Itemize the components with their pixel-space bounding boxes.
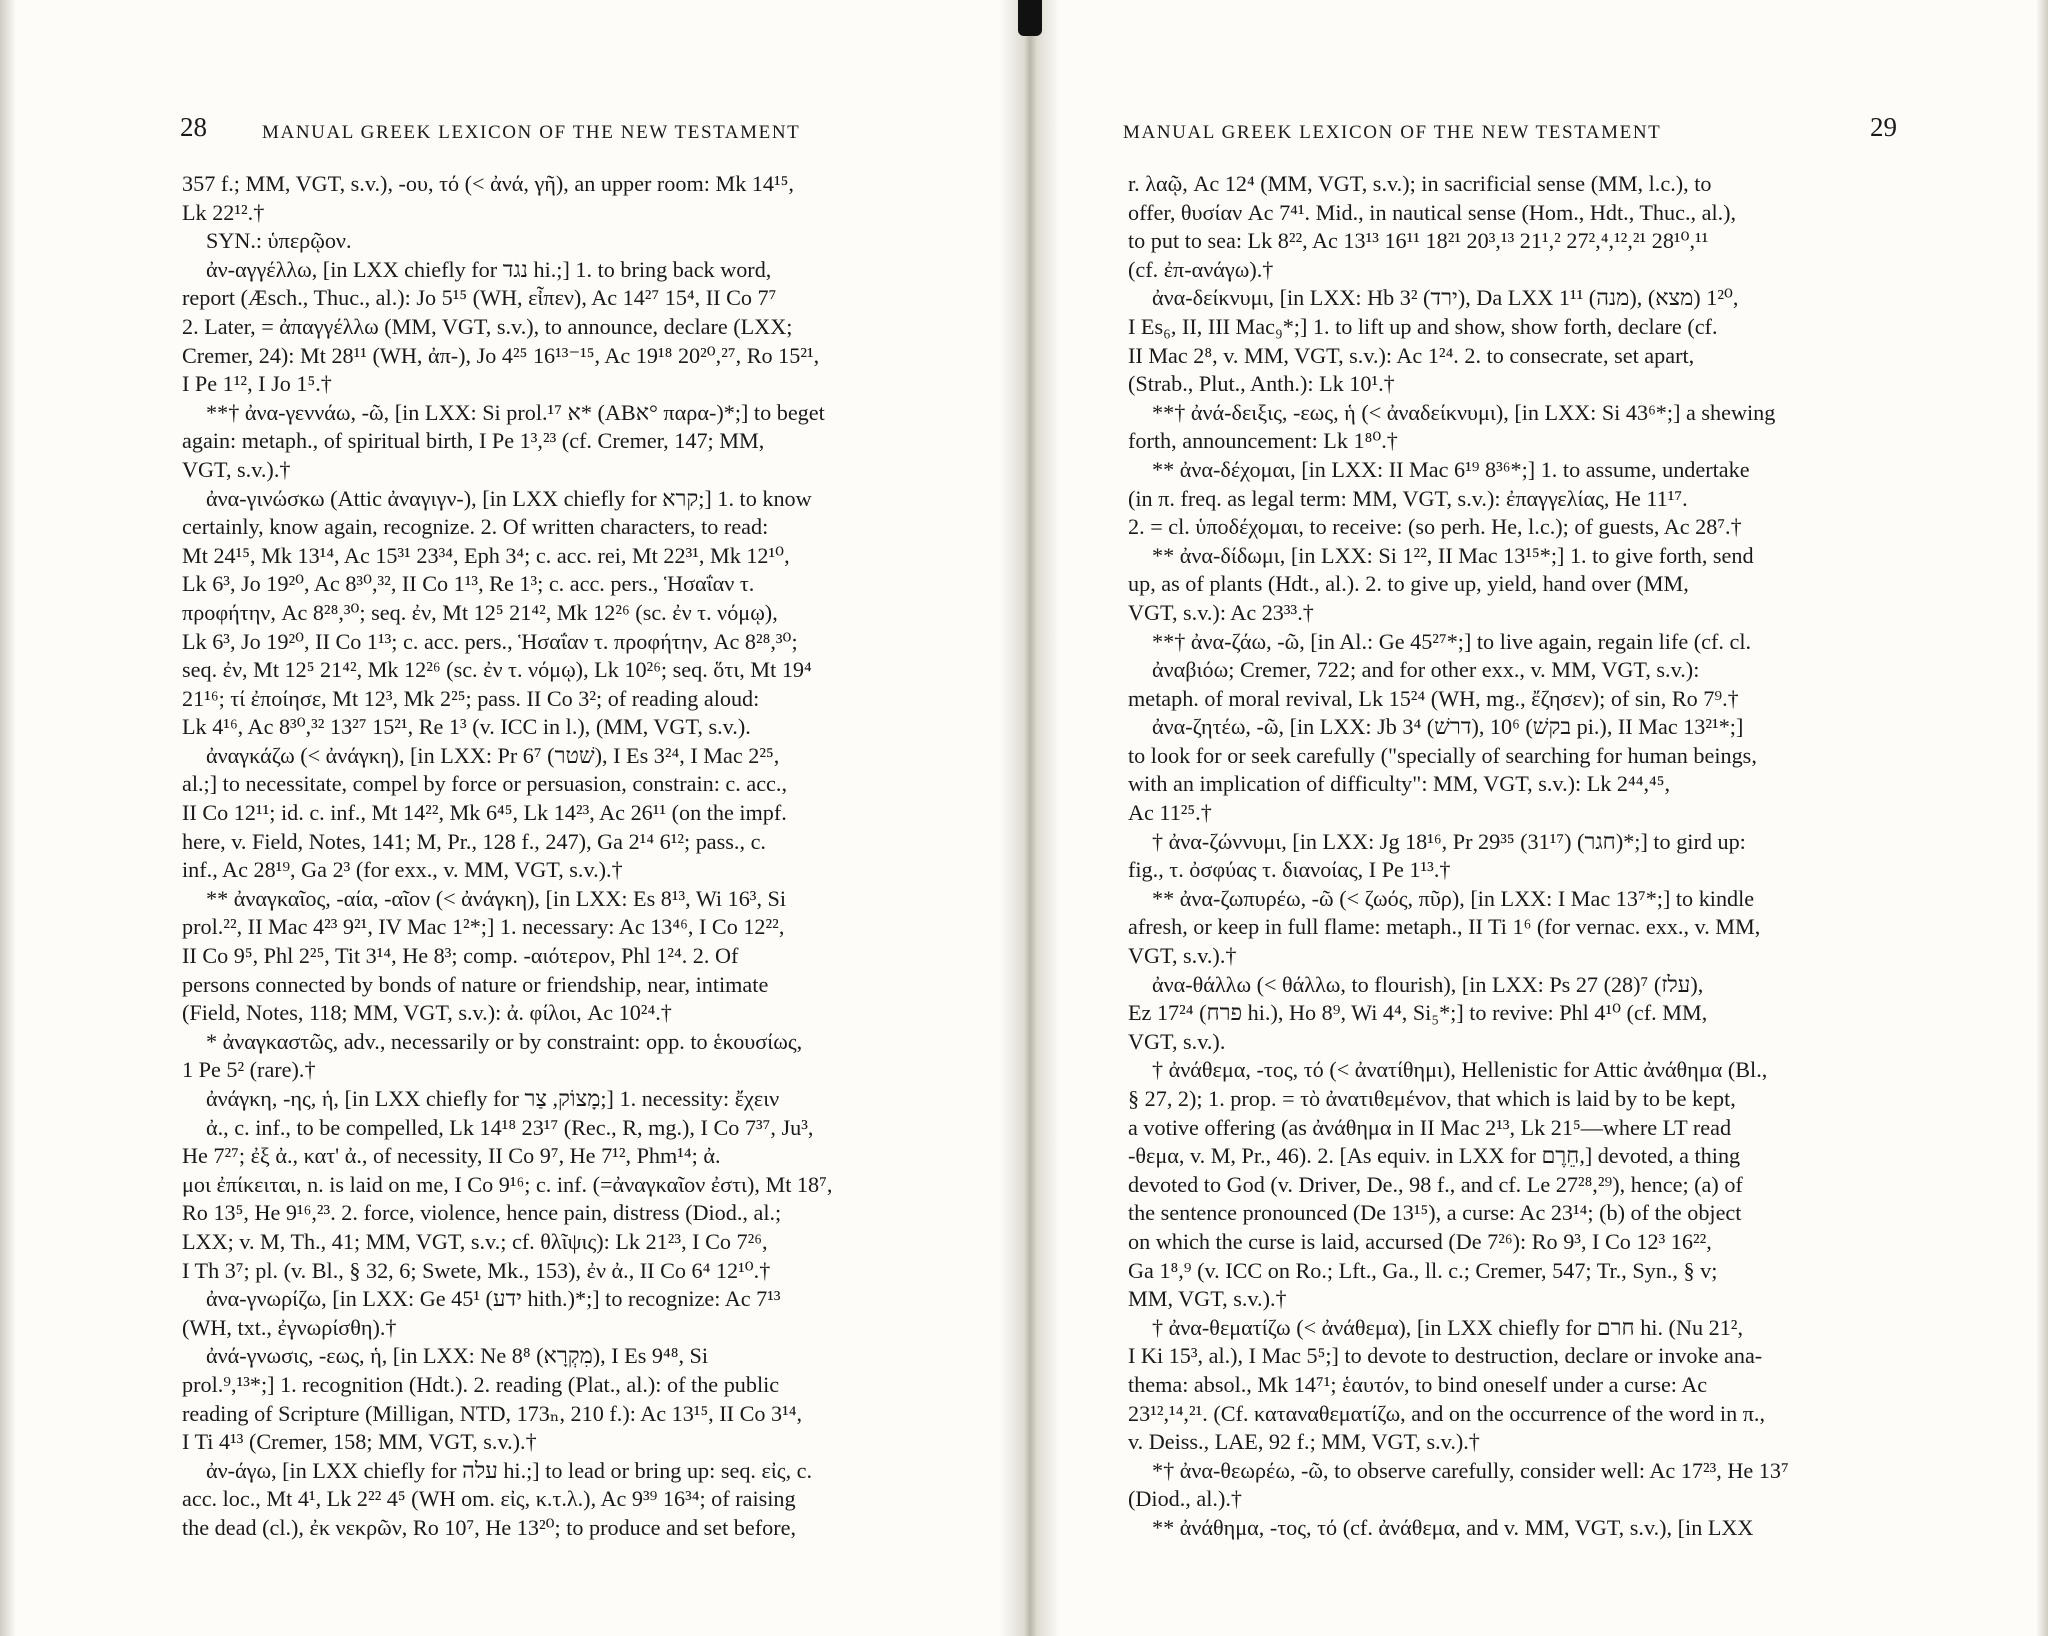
text-line: I Ki 15³, al.), I Mac 5⁵;] to devote to destruction, declare or invoke ana- (1128, 1343, 1763, 1369)
text-line: (in π. freq. as legal term: MM, VGT, s.v.): ἐπαγγελίας, He 11¹⁷. (1128, 485, 1688, 511)
text-line: Lk 4¹⁶, Ac 8³⁰,³² 13²⁷ 15²¹, Re 1³ (v. ICC in l.), (MM, VGT, s.v.). (182, 714, 751, 740)
page-edge-shadow-left (0, 0, 16, 1636)
text-line: Cremer, 24): Mt 28¹¹ (WH, ἀπ-), Jo 4²⁵ 16¹³⁻¹⁵, Ac 19¹⁸ 20²⁰,²⁷, Ro 15²¹, (182, 342, 820, 368)
text-line: the sentence pronounced (De 13¹⁵), a curse: Ac 23¹⁴; (b) of the object (1128, 1200, 1742, 1226)
text-line: forth, announcement: Lk 1⁸⁰.† (1128, 428, 1398, 454)
text-line: devoted to God (v. Driver, De., 98 f., and cf. Le 27²⁸,²⁹), hence; (a) of (1128, 1171, 1743, 1197)
text-line: ** ἀνα-δέχομαι, [in LXX: II Mac 6¹⁹ 8³⁶*;] 1. to assume, undertake (1152, 456, 1750, 482)
text-line: to look for or seek carefully ("specially of searching for human beings, (1128, 742, 1757, 768)
text-line: II Co 12¹¹; id. c. inf., Mt 14²², Mk 6⁴⁵, Lk 14²³, Ac 26¹¹ (on the impf. (182, 800, 787, 826)
text-line: on which the curse is laid, accursed (De 7²⁶): Ro 9³, I Co 12³ 16²², (1128, 1228, 1712, 1254)
text-line: ** ἀνα-δίδωμι, [in LXX: Si 1²², II Mac 13¹⁵*;] 1. to give forth, send (1152, 542, 1754, 568)
text-line: Lk 6³, Jo 19²⁰, Ac 8³⁰,³², II Co 1¹³, Re 1³; c. acc. pers., Ἡσαΐαν τ. (182, 571, 755, 597)
text-line: * ἀναγκαστῶς, adv., necessarily or by constraint: opp. to ἑκουσίως, (206, 1028, 803, 1054)
text-line: v. Deiss., LAE, 92 f.; MM, VGT, s.v.).† (1128, 1429, 1480, 1455)
text-line: (Strab., Plut., Anth.): Lk 10¹.† (1128, 371, 1395, 397)
text-line: thema: absol., Mk 14⁷¹; ἑαυτόν, to bind oneself under a curse: Ac (1128, 1371, 1708, 1397)
text-line: 2. Later, = ἀπαγγέλλω (MM, VGT, s.v.), to announce, declare (LXX; (182, 313, 793, 339)
text-line: 1 Pe 5² (rare).† (182, 1057, 316, 1083)
text-line: seq. ἐν, Mt 12⁵ 21⁴², Mk 12²⁶ (sc. ἐν τ. νόμῳ), Lk 10²⁶; seq. ὅτι, Mt 19⁴ (182, 657, 812, 683)
text-line: to put to sea: Lk 8²², Ac 13¹³ 16¹¹ 18²¹ 20³,¹³ 21¹,² 27²,⁴,¹²,²¹ 28¹⁰,¹¹ (1128, 228, 1709, 254)
text-line: up, as of plants (Hdt., al.). 2. to give up, yield, hand over (MM, (1128, 571, 1689, 597)
text-line: *† ἀνα-θεωρέω, -ῶ, to observe carefully, consider well: Ac 17²³, He 13⁷ (1152, 1457, 1789, 1483)
text-line: ἀνα-δείκνυμι, [in LXX: Hb 3² (ירד), Da LXX 1¹¹ (מנה), 1²⁰ (מצא), (1152, 285, 1739, 311)
lexicon-text-left (182, 170, 1012, 1543)
running-head-right: MANUAL GREEK LEXICON OF THE NEW TESTAMENT (1123, 122, 1662, 143)
text-line: ἀναβιόω; Cremer, 722; and for other exx., v. MM, VGT, s.v.): (1152, 657, 1700, 683)
text-line: I Pe 1¹², I Jo 1⁵.† (182, 371, 332, 397)
text-line: **† ἀνα-ζάω, -ῶ, [in Al.: Ge 45²⁷*;] to live again, regain life (cf. cl. (1152, 628, 1752, 654)
text-line: a votive offering (as ἀνάθημα in II Mac 2¹³, Lk 21⁵—where LT read (1128, 1114, 1732, 1140)
text-line: ἀνάγκη, -ης, ἡ, [in LXX chiefly for מָצוֹק, צַר;] 1. necessity: ἔχειν (206, 1086, 780, 1111)
text-line: § 27, 2); 1. prop. = τὸ ἀνατιθεμένον, that which is laid by to be kept, (1128, 1086, 1736, 1111)
text-line: prol.²², II Mac 4²³ 9²¹, IV Mac 1²*;] 1. necessary: Ac 13⁴⁶, I Co 12²², (182, 914, 785, 940)
text-line: fig., τ. ὀσφύας τ. διανοίας, I Pe 1¹³.† (1128, 857, 1451, 883)
text-line: Ga 1⁸,⁹ (v. ICC on Ro.; Lft., Ga., ll. c.; Cremer, 547; Tr., Syn., § v; (1128, 1257, 1718, 1283)
right-page (1028, 0, 2048, 1636)
text-line: reading of Scripture (Milligan, NTD, 173ₙ, 210 f.): Ac 13¹⁵, II Co 3¹⁴, (182, 1400, 803, 1426)
text-line: VGT, s.v.).† (182, 456, 291, 482)
text-line: ** ἀνάθημα, -τος, τό (cf. ἀνάθεμα, and v. MM, VGT, s.v.), [in LXX (1152, 1514, 1754, 1540)
text-line: † ἀνα-ζώννυμι, [in LXX: Jg 18¹⁶, Pr 29³⁵ (31¹⁷) (חגר)*;] to gird up: (1152, 828, 1746, 854)
text-line: μοι ἐπίκειται, n. is laid on me, I Co 9¹⁶; c. inf. (=ἀναγκαῖον ἐστι), Mt 18⁷, (182, 1171, 833, 1197)
text-line: † ἀνάθεμα, -τος, τό (< ἀνατίθημι), Hellenistic for Attic ἀνάθημα (Bl., (1152, 1057, 1768, 1083)
text-line: 21¹⁶; τί ἐποίησε, Mt 12³, Mk 2²⁵; pass. II Co 3²; of reading aloud: (182, 685, 760, 711)
text-line: I Es₆, II, III Mac₉*;] 1. to lift up and show, show forth, declare (cf. (1128, 313, 1718, 339)
text-line: Ez 17²⁴ (פרח hi.), Ho 8⁹, Wi 4⁴, Si₅*;] to revive: Phl 4¹⁰ (cf. MM, (1128, 1000, 1708, 1026)
text-line: report (Æsch., Thuc., al.): Jo 5¹⁵ (WH, εἶπεν), Ac 14²⁷ 15⁴, II Co 7⁷ (182, 285, 777, 311)
book-gutter (1000, 0, 1060, 1636)
text-line: r. λαῷ, Ac 12⁴ (MM, VGT, s.v.); in sacrificial sense (MM, l.c.), to (1128, 171, 1712, 196)
text-line: ** ἀναγκαῖος, -αία, -αῖον (< ἀνάγκη), [in LXX: Es 8¹³, Wi 16³, Si (206, 885, 787, 911)
text-line: (WH, txt., ἐγνωρίσθη).† (182, 1314, 397, 1340)
text-line: I Th 3⁷; pl. (v. Bl., § 32, 6; Swete, Mk., 153), ἐν ἀ., II Co 6⁴ 12¹⁰.† (182, 1257, 771, 1283)
text-line: I Ti 4¹³ (Cremer, 158; MM, VGT, s.v.).† (182, 1429, 537, 1455)
text-line: 2. = cl. ὑποδέχομαι, to receive: (so perh. He, l.c.); of guests, Ac 28⁷.† (1128, 514, 1742, 540)
binding-shadow (1018, 0, 1042, 36)
text-line: ἀν-άγω, [in LXX chiefly for עלה hi.;] to lead or bring up: seq. εἰς, c. (206, 1457, 813, 1483)
text-line: SYN.: ὑπερῷον. (206, 228, 352, 254)
running-head-left: MANUAL GREEK LEXICON OF THE NEW TESTAMENT (262, 122, 801, 143)
text-line: ἀνα-θάλλω (< θάλλω, to flourish), [in LXX: Ps 27 (28)⁷ (עלז), (1152, 971, 1704, 997)
text-line: ἀ., c. inf., to be compelled, Lk 14¹⁸ 23¹⁷ (Rec., R, mg.), I Co 7³⁷, Ju³, (206, 1114, 814, 1140)
text-line: Ro 13⁵, He 9¹⁶,²³. 2. force, violence, hence pain, distress (Diod., al.; (182, 1200, 782, 1226)
text-line: Ac 11²⁵.† (1128, 800, 1212, 826)
text-line: ἀν-αγγέλλω, [in LXX chiefly for נגד hi.;] 1. to bring back word, (206, 256, 772, 282)
text-line: (cf. ἐπ-ανάγω).† (1128, 256, 1274, 282)
text-line: -θεμα, v. M, Pr., 46). 2. [As equiv. in LXX for חֵרֶם,] devoted, a thing (1128, 1143, 1741, 1169)
page-edge-shadow-right (2036, 0, 2048, 1636)
page-number-right: 29 (1870, 112, 1897, 142)
text-line: MM, VGT, s.v.).† (1128, 1286, 1287, 1312)
text-line: † ἀνα-θεματίζω (< ἀνάθεμα), [in LXX chiefly for חרם hi. (Nu 21², (1152, 1314, 1743, 1340)
text-line: certainly, know again, recognize. 2. Of written characters, to read: (182, 514, 769, 540)
text-line: al.;] to necessitate, compel by force or persuasion, constrain: c. acc., (182, 771, 787, 797)
text-line: Mt 24¹⁵, Mk 13¹⁴, Ac 15³¹ 23³⁴, Eph 3⁴; c. acc. rei, Mt 22³¹, Mk 12¹⁰, (182, 542, 790, 568)
text-line: (Diod., al.).† (1128, 1486, 1242, 1512)
text-line: (Field, Notes, 118; MM, VGT, s.v.): ἀ. φίλοι, Ac 10²⁴.† (182, 1000, 672, 1026)
text-line: again: metaph., of spiritual birth, I Pe 1³,²³ (cf. Cremer, 147; MM, (182, 428, 765, 454)
lexicon-text-right (1128, 170, 1973, 1543)
text-line: persons connected by bonds of nature or friendship, near, intimate (182, 971, 769, 997)
page-number-left: 28 (180, 112, 207, 142)
text-line: ἀνα-γνωρίζω, [in LXX: Ge 45¹ (ידע hith.)*;] to recognize: Ac 7¹³ (206, 1286, 781, 1312)
text-line: metaph. of moral revival, Lk 15²⁴ (WH, mg., ἔζησεν); of sin, Ro 7⁹.† (1128, 685, 1739, 711)
text-line: προφήτην, Ac 8²⁸,³⁰; seq. ἐν, Mt 12⁵ 21⁴², Mk 12²⁶ (sc. ἐν τ. νόμῳ), (182, 599, 778, 625)
text-line: with an implication of difficulty": MM, VGT, s.v.): Lk 2⁴⁴,⁴⁵, (1128, 771, 1671, 797)
text-line: afresh, or keep in full flame: metaph., II Ti 1⁶ (for vernac. exx., v. MM, (1128, 914, 1761, 940)
text-line: acc. loc., Mt 4¹, Lk 2²² 4⁵ (WH om. εἰς, κ.τ.λ.), Ac 9³⁹ 16³⁴; of raising (182, 1486, 796, 1512)
text-line: Lk 22¹².† (182, 199, 265, 225)
text-line: 23¹²,¹⁴,²¹. (Cf. καταναθεματίζω, and on the occurrence of the word in π., (1128, 1400, 1766, 1426)
text-line: VGT, s.v.).† (1128, 943, 1237, 969)
text-line: LXX; v. M, Th., 41; MM, VGT, s.v.; cf. θλῖψις): Lk 21²³, I Co 7²⁶, (182, 1228, 768, 1254)
text-line: II Co 9⁵, Phl 2²⁵, Tit 3¹⁴, He 8³; comp. -αιότερον, Phl 1²⁴. 2. Of (182, 943, 739, 969)
text-line: prol.⁹,¹³*;] 1. recognition (Hdt.). 2. reading (Plat., al.): of the public (182, 1371, 780, 1397)
text-line: the dead (cl.), ἐκ νεκρῶν, Ro 10⁷, He 13²⁰; to produce and set before, (182, 1514, 797, 1540)
text-line: VGT, s.v.). (1128, 1028, 1226, 1054)
text-line: **† ἀνά-δειξις, -εως, ἡ (< ἀναδείκνυμι), [in LXX: Si 43⁶*;] a shewing (1152, 399, 1776, 425)
text-line: ** ἀνα-ζωπυρέω, -ῶ (< ζωός, πῦρ), [in LXX: I Mac 13⁷*;] to kindle (1152, 885, 1755, 911)
text-line: ἀναγκάζω (< ἀνάγκη), [in LXX: Pr 6⁷ (שׁטר), I Es 3²⁴, I Mac 2²⁵, (206, 742, 780, 768)
text-line: ἀνά-γνωσις, -εως, ἡ, [in LXX: Ne 8⁸ (מִקְרָא), I Es 9⁴⁸, Si (206, 1343, 709, 1369)
text-line: ἀνα-ζητέω, -ῶ, [in LXX: Jb 3⁴ (דרשׁ), 10⁶ (בקשׁ pi.), II Mac 13²¹*;] (1152, 714, 1744, 740)
text-line: VGT, s.v.): Ac 23³³.† (1128, 599, 1314, 625)
text-line: Lk 6³, Jo 19²⁰, II Co 1¹³; c. acc. pers., Ἡσαΐαν τ. προφήτην, Ac 8²⁸,³⁰; (182, 628, 798, 654)
text-line: ἀνα-γινώσκω (Attic ἀναγιγν-), [in LXX chiefly for קרא;] 1. to know (206, 485, 812, 511)
text-line: II Mac 2⁸, v. MM, VGT, s.v.): Ac 1²⁴. 2. to consecrate, set apart, (1128, 342, 1695, 368)
text-line: offer, θυσίαν Ac 7⁴¹. Mid., in nautical sense (Hom., Hdt., Thuc., al.), (1128, 199, 1737, 225)
text-line: He 7²⁷; ἐξ ἀ., κατ' ἀ., of necessity, II Co 9⁷, He 7¹², Phm¹⁴; ἀ. (182, 1143, 721, 1169)
text-line: 357 f.; MM, VGT, s.v.), -ου, τό (< ἀνά, γῆ), an upper room: Mk 14¹⁵, (182, 171, 794, 196)
text-line: here, v. Field, Notes, 141; M, Pr., 128 f., 247), Ga 2¹⁴ 6¹²; pass., c. (182, 828, 766, 854)
text-line: inf., Ac 28¹⁹, Ga 2³ (for exx., v. MM, VGT, s.v.).† (182, 857, 623, 883)
text-line: **† ἀνα-γεννάω, -ῶ, [in LXX: Si prol.¹⁷ א* (ABא° παρα-)*;] to beget (206, 399, 825, 425)
